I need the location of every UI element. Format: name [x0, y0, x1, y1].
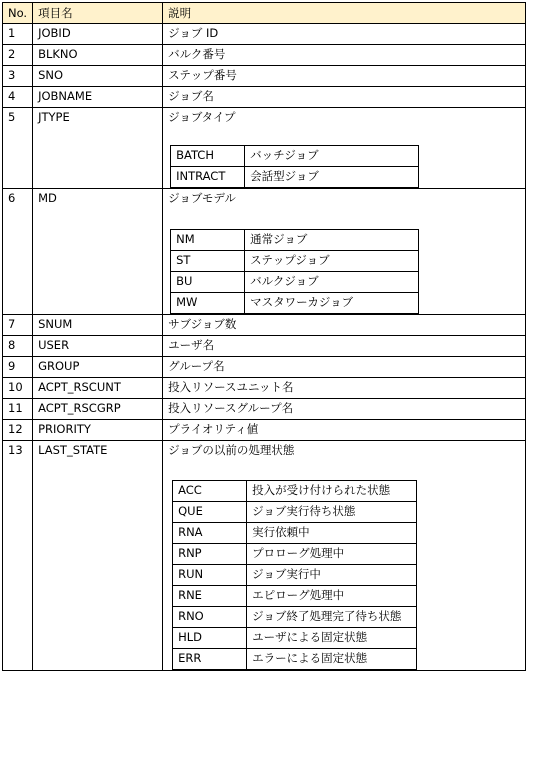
field-description-table: [2, 2, 526, 671]
row-item-name: SNO: [33, 66, 163, 87]
last-state-value-table: [172, 480, 417, 670]
row-description: サブジョブ数: [163, 315, 526, 336]
sub-table-row: [171, 146, 419, 167]
row-description: 投入リソースグループ名: [163, 399, 526, 420]
row-description: グループ名: [163, 357, 526, 378]
sub-code: ACC: [173, 481, 247, 502]
header-item-name: 項目名: [33, 3, 163, 24]
sub-meaning: エラーによる固定状態: [247, 649, 417, 670]
row-item-name: ACPT_RSCGRP: [33, 399, 163, 420]
sub-table-row: [171, 230, 419, 251]
sub-meaning: エピローグ処理中: [247, 586, 417, 607]
row-no: 8: [3, 336, 33, 357]
row-description: ジョブの以前の処理状態: [168, 443, 295, 457]
sub-code: ERR: [173, 649, 247, 670]
table-row: [3, 189, 526, 315]
table-row: [3, 357, 526, 378]
sub-meaning: バッチジョブ: [245, 146, 419, 167]
header-description: 説明: [163, 3, 526, 24]
row-no: 11: [3, 399, 33, 420]
sub-meaning: ステップジョブ: [245, 251, 419, 272]
table-row: [3, 87, 526, 108]
sub-meaning: 通常ジョブ: [245, 230, 419, 251]
row-description: バルク番号: [163, 45, 526, 66]
table-row: [3, 108, 526, 189]
md-value-table: [170, 229, 419, 314]
sub-table-row: [173, 523, 417, 544]
table-row: [3, 66, 526, 87]
sub-code: RNE: [173, 586, 247, 607]
row-description: ジョブモデル: [168, 191, 236, 205]
row-no: 6: [3, 189, 33, 315]
sub-code: RNP: [173, 544, 247, 565]
row-item-name: LAST_STATE: [33, 441, 163, 671]
row-item-name: MD: [33, 189, 163, 315]
row-description: ジョブタイプ: [168, 110, 236, 124]
row-item-name: JTYPE: [33, 108, 163, 189]
sub-table-row: [173, 607, 417, 628]
row-item-name: JOBID: [33, 24, 163, 45]
row-no: 13: [3, 441, 33, 671]
table-row: [3, 315, 526, 336]
sub-meaning: ジョブ実行待ち状態: [247, 502, 417, 523]
row-description: ジョブ ID: [163, 24, 526, 45]
jtype-value-table: [170, 145, 419, 188]
sub-meaning: マスタワーカジョブ: [245, 293, 419, 314]
row-item-name: JOBNAME: [33, 87, 163, 108]
sub-meaning: ユーザによる固定状態: [247, 628, 417, 649]
sub-table-row: [173, 565, 417, 586]
table-row: [3, 24, 526, 45]
sub-table-row: [173, 481, 417, 502]
row-item-name: ACPT_RSCUNT: [33, 378, 163, 399]
sub-code: HLD: [173, 628, 247, 649]
sub-table-row: [171, 251, 419, 272]
row-description: ステップ番号: [163, 66, 526, 87]
row-no: 4: [3, 87, 33, 108]
sub-meaning: 会話型ジョブ: [245, 167, 419, 188]
sub-code: ST: [171, 251, 245, 272]
sub-table-row: [171, 167, 419, 188]
sub-table-row: [173, 649, 417, 670]
row-description-cell: [163, 189, 526, 315]
row-item-name: PRIORITY: [33, 420, 163, 441]
sub-code: NM: [171, 230, 245, 251]
header-no: No.: [3, 3, 33, 24]
row-description: ユーザ名: [163, 336, 526, 357]
sub-code: RNO: [173, 607, 247, 628]
sub-meaning: 実行依頼中: [247, 523, 417, 544]
row-description-cell: [163, 108, 526, 189]
sub-meaning: ジョブ終了処理完了待ち状態: [247, 607, 417, 628]
sub-code: RNA: [173, 523, 247, 544]
sub-code: RUN: [173, 565, 247, 586]
sub-table-row: [173, 586, 417, 607]
table-row: [3, 45, 526, 66]
row-item-name: SNUM: [33, 315, 163, 336]
sub-code: BU: [171, 272, 245, 293]
row-no: 1: [3, 24, 33, 45]
sub-meaning: プロローグ処理中: [247, 544, 417, 565]
table-header-row: [3, 3, 526, 24]
row-no: 5: [3, 108, 33, 189]
sub-table-row: [171, 272, 419, 293]
sub-table-row: [173, 544, 417, 565]
row-no: 7: [3, 315, 33, 336]
table-row: [3, 378, 526, 399]
row-no: 2: [3, 45, 33, 66]
sub-code: MW: [171, 293, 245, 314]
sub-code: INTRACT: [171, 167, 245, 188]
sub-meaning: ジョブ実行中: [247, 565, 417, 586]
row-no: 9: [3, 357, 33, 378]
row-description-cell: [163, 441, 526, 671]
table-row: [3, 336, 526, 357]
row-item-name: USER: [33, 336, 163, 357]
row-item-name: GROUP: [33, 357, 163, 378]
sub-table-row: [171, 293, 419, 314]
row-description: ジョブ名: [163, 87, 526, 108]
table-row: [3, 399, 526, 420]
table-row: [3, 420, 526, 441]
row-item-name: BLKNO: [33, 45, 163, 66]
row-description: 投入リソースユニット名: [163, 378, 526, 399]
row-no: 3: [3, 66, 33, 87]
sub-table-row: [173, 502, 417, 523]
sub-code: BATCH: [171, 146, 245, 167]
row-no: 12: [3, 420, 33, 441]
sub-code: QUE: [173, 502, 247, 523]
sub-table-row: [173, 628, 417, 649]
row-no: 10: [3, 378, 33, 399]
sub-meaning: バルクジョブ: [245, 272, 419, 293]
row-description: プライオリティ値: [163, 420, 526, 441]
sub-meaning: 投入が受け付けられた状態: [247, 481, 417, 502]
table-row: [3, 441, 526, 671]
